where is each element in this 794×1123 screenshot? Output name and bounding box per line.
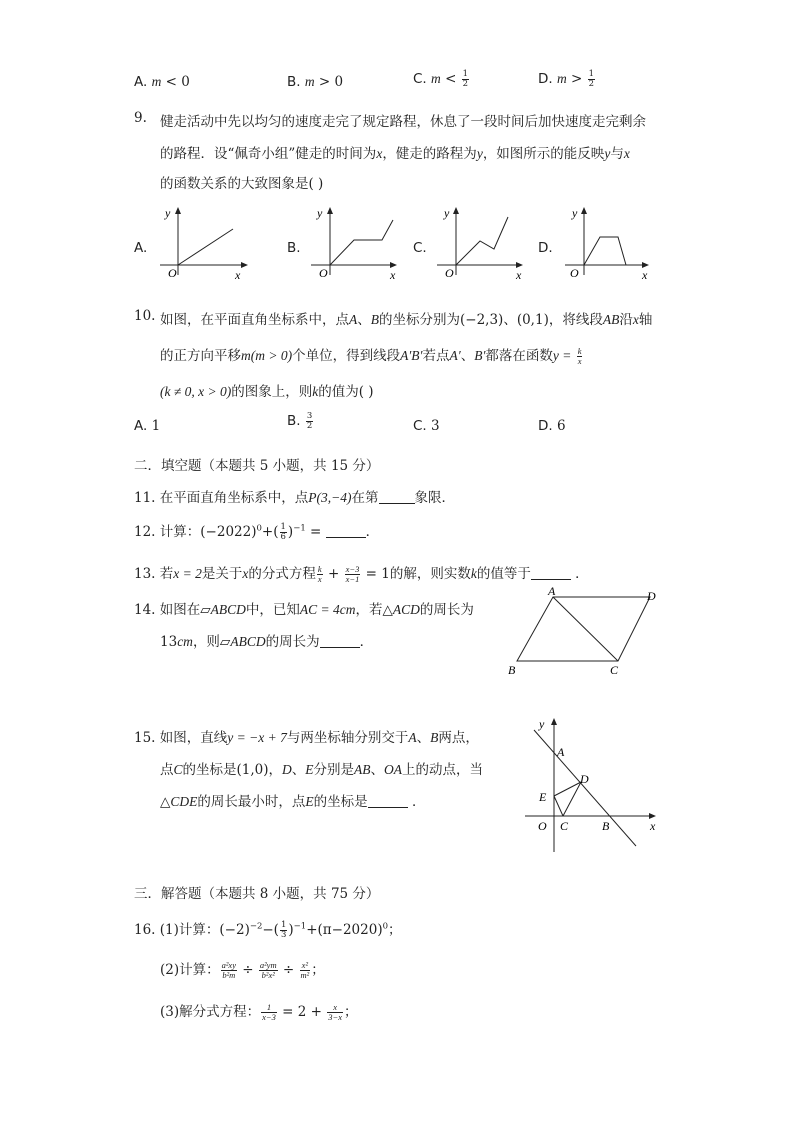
segment-ab: AB [354,762,371,777]
q14-number: 14. [134,602,156,618]
q14-line1 [134,598,474,618]
label-b: B [602,819,610,833]
numerator: 1 [280,522,286,532]
y-arrow [581,207,587,214]
point-e: E [305,794,314,809]
value: 0 [334,74,344,90]
fraction [306,412,313,431]
label-d: D [580,772,589,786]
graph-line [178,229,233,265]
q16-part2 [160,958,325,980]
label-b: B [508,663,516,677]
q15-number: 15. [134,730,156,746]
numerator: 1 [588,69,595,79]
q16-number: 16. [134,922,156,938]
origin-label: O [445,266,454,280]
exponent: 0 [256,523,262,534]
point-e: E [305,762,314,777]
text: 、 [416,730,431,746]
text: 如图，直线 [159,730,228,746]
text: 的值为( ) [318,384,374,400]
q9-graph-a [155,203,250,283]
q13 [134,562,589,584]
label-y: y [539,717,545,731]
label-a: A [548,585,556,598]
unit: cm [177,634,193,649]
var-x: x [632,312,639,327]
text: ÷ [237,962,258,978]
condition: (k ≠ 0, x > 0) [160,384,232,399]
text: 计算： [159,524,201,540]
q8-option-b [287,74,343,90]
line-ab [534,730,636,846]
point-b: B [430,730,439,745]
q9-line2 [160,142,630,162]
q11-number: 11. [134,490,156,506]
fraction [259,961,278,980]
text: 、 [357,312,371,328]
text: 、 [503,312,517,328]
numerator: 3 [306,411,313,421]
text: 如图，在平面直角坐标系中，点 [160,312,349,328]
var-m: m [151,74,162,89]
text: = 1 [361,566,390,582]
q10-number: 10. [134,308,156,324]
origin-label: O [168,266,177,280]
q13-number: 13. [134,566,156,582]
q8-option-c [413,70,470,89]
fraction [345,565,361,584]
q9-line1: 健走活动中先以均匀的速度走完了规定路程，休息了一段时间后加快速度走完剩余 [160,114,646,130]
text: 的正方向平移 [160,348,241,364]
text: 两点， [438,730,479,746]
part-label: (2)计算： [160,962,220,978]
relation: > [571,71,583,87]
y-label: y [317,206,323,220]
diagonal-ac [553,597,618,661]
y-arrow [453,207,459,214]
numerator: 1 [280,920,287,930]
text: −( [262,922,279,938]
denominator: 2 [588,79,595,89]
denominator: 6 [280,532,286,542]
text: 的周长最小时，点 [197,794,306,810]
option-label: D. [538,418,553,434]
label-e: E [539,790,547,804]
var-m: m [556,71,567,86]
text: 与两坐标轴分别交于 [286,730,409,746]
segment-ab: AB [602,312,620,327]
text: ，若△ [355,602,393,618]
part-label: (1)计算： [159,922,220,938]
text: ，如图所示的能反映 [482,146,605,162]
denominator: 2 [462,79,469,89]
q15-line1 [134,726,479,746]
text: 如图在▱ [159,602,211,618]
denominator: 3−x [328,1012,343,1022]
q10-line1 [160,308,652,328]
denominator: 2 [306,421,313,431]
q9-option-d-label: D. [538,240,553,256]
denominator: x [317,574,322,584]
text: +( [261,524,279,540]
var-k: k [470,566,477,581]
var-m: m [431,71,441,86]
origin-label: O [319,266,328,280]
y-label: y [444,206,450,220]
expr: (−2022) [200,524,257,540]
text: 轴 [638,312,653,328]
answer-blank[interactable] [320,634,360,648]
numerator: x [327,1003,343,1013]
answer-blank[interactable] [368,794,408,808]
numerator: k [317,564,322,574]
y-arrow [175,207,181,214]
q9-graph-c [434,203,529,283]
text: ； [311,962,325,978]
numerator: x² [300,961,311,971]
value: 13 [160,634,178,650]
point-b: B [370,312,379,327]
denominator: x−3 [262,1012,276,1022]
label-x: x [650,819,656,833]
parallelogram: ABCD [230,634,266,649]
text: 、 [460,348,475,364]
q15-line3 [160,790,425,810]
fraction [280,921,287,940]
point-a: A [349,312,358,327]
text: ，则▱ [192,634,231,650]
text: 的周长为 [265,634,320,650]
text: ； [344,1004,358,1020]
segment-apbp: A′B′ [400,348,423,363]
label-d: D [647,589,656,603]
relation: < [165,74,177,90]
y-arrow [551,718,557,725]
parallelogram-abcd [517,597,650,661]
y-arrow [327,207,333,214]
var-x: x [242,566,249,581]
fraction [317,565,323,584]
q15-line2 [160,758,483,778]
text: 点 [160,762,174,778]
text: ÷ [278,962,299,978]
expr: +(π−2020) [306,922,383,938]
denominator: b²m [222,970,236,980]
text: 中，已知 [245,602,300,618]
label-c: C [610,663,619,677]
exponent: −1 [293,921,307,932]
text: 上的动点，当 [402,762,484,778]
value: 1 [151,418,161,434]
x-label: x [235,268,241,282]
value: 6 [556,418,566,434]
q15-figure [520,712,670,857]
numerator: k [577,346,582,356]
text: 的坐标是 [313,794,368,810]
text: 、 [370,762,385,778]
text: + [323,566,344,582]
section-2-heading: 二．填空题（本题共 5 小题，共 15 分） [134,458,380,474]
relation: < [445,71,457,87]
q16-part1: 16. (1)计算：$(-2)^{-2}-$( $\frac{1}{3}$ )$^{-1}+(\pi-2020)^0$； [134,920,402,940]
y-label: y [572,206,578,220]
option-label: C. [413,418,427,434]
text: ． [359,634,374,650]
option-label: B. [287,413,301,429]
point-d: D [282,762,292,777]
q16-part3 [160,1000,358,1022]
origin-label: O [570,266,579,280]
expr: (−2) [219,922,250,938]
x-arrow [241,262,248,268]
option-label: C. [413,71,427,87]
text: = [305,524,326,540]
q9-graph-b [306,203,401,283]
parallelogram: ABCD [210,602,246,617]
q11 [134,486,455,506]
fraction [221,961,237,980]
q10-option-b [287,412,314,431]
line-eq: y = −x + 7 [227,730,287,745]
graph-line [584,237,626,265]
fraction-k-x [577,347,583,366]
numerator: a²xy [221,960,236,970]
numerator: 1 [261,1003,277,1013]
q9-line3: 的函数关系的大致图象是( ) [160,176,324,192]
label-o: O [538,819,547,833]
fraction [261,1003,277,1022]
q10-option-a [134,418,160,434]
x-eq: x = 2 [173,566,202,581]
coord-c: (1,0) [236,762,269,778]
text: ． [411,794,426,810]
value: 3 [431,418,440,434]
denominator: b²x² [261,970,275,980]
q8-option-d [538,70,596,89]
answer-blank[interactable] [326,524,366,538]
q9-number: 9. [134,110,147,126]
x-label: x [516,268,522,282]
answer-blank[interactable] [531,566,571,580]
text: ， [268,762,283,778]
text: 沿 [619,312,633,328]
text: 在第 [351,490,379,506]
denominator: 3 [280,930,287,940]
q9-option-c-label: C. [413,240,427,256]
option-label: D. [538,71,553,87]
text: ，健走的路程为 [382,146,477,162]
text: 的解，则实数 [389,566,471,582]
text: 的图象上，则 [231,384,313,400]
triangle: ACD [392,602,420,617]
x-label: x [390,268,396,282]
text: 的值等于 [476,566,531,582]
option-label: A. [134,74,148,90]
section-3-heading: 三．解答题（本题共 8 小题，共 75 分） [134,886,380,902]
numerator: 1 [462,69,469,79]
var-x: x [623,146,630,161]
var-y: y [604,146,611,161]
text: 在平面直角坐标系中，点 [159,490,309,506]
y-label: y [165,206,171,220]
y-eq: y = [552,348,572,363]
text: 分别是 [313,762,355,778]
graph-line [456,217,508,265]
text: ，将线段 [548,312,603,328]
var-m: m [304,74,315,89]
text: 都落在函数 [485,348,553,364]
fraction [280,523,287,542]
point-bp: B′ [474,348,486,363]
denominator: x−1 [345,574,360,584]
fraction [300,961,311,980]
var-k: k [312,384,319,399]
q10-option-c [413,418,440,434]
text: 的分式方程 [248,566,316,582]
text: 若 [159,566,174,582]
point-c: C [173,762,183,777]
numerator: a²ym [259,960,277,970]
q12-number: 12. [134,524,156,540]
text: 若点 [422,348,450,364]
exponent: 0 [382,921,389,932]
point-p: P(3,−4) [308,490,352,505]
q10-line3 [160,380,374,400]
option-label: B. [287,74,301,90]
fraction [588,70,595,89]
label-c: C [560,819,569,833]
text: ． [575,566,589,582]
q10-line2 [160,344,583,366]
text: 与 [610,146,624,162]
exponent: −1 [293,523,306,534]
length-ac: AC = 4cm [299,602,356,617]
segment-oa: OA [384,762,403,777]
part-label: (3)解分式方程： [160,1004,261,1020]
value: 0 [181,74,190,90]
coord-a: (−2,3) [460,312,504,328]
text: 的坐标是 [182,762,237,778]
q14-figure [500,585,670,680]
answer-blank[interactable] [379,490,415,504]
fraction [327,1003,343,1022]
text: ； [388,922,402,938]
segment-ce [554,796,563,816]
option-label: A. [134,418,148,434]
text: 个单位，得到线段 [292,348,401,364]
q10-option-d [538,418,566,434]
text: = 2 + [277,1004,327,1020]
numerator: x−3 [345,564,360,574]
point-a: A [408,730,417,745]
text: 的路程．设“佩奇小组”健走的时间为 [160,146,377,162]
m-expr: m(m > 0) [241,348,293,363]
x-label: x [642,268,648,282]
q9-option-a-label: A. [134,240,148,256]
relation: > [318,74,331,90]
text: 是关于 [201,566,243,582]
point-ap: A′ [449,348,461,363]
triangle: CDE [170,794,198,809]
q12: 12. 计算：$(-2022)^0+$( $\frac{1}{6}$ )$^{-1}$ = ． [134,522,380,542]
text: 的坐标分别为 [379,312,460,328]
text: ． [365,524,380,540]
graph-line [330,220,393,265]
text: 象限． [414,490,456,506]
q9-graph-d [562,203,657,283]
label-a: A [557,745,565,759]
q9-option-b-label: B. [287,240,301,256]
denominator: m² [300,970,310,980]
coord-b: (0,1) [516,312,549,328]
text: 的周长为 [419,602,474,618]
q14-line2 [160,630,373,650]
text: 、 [291,762,306,778]
exponent: −2 [249,921,263,932]
fraction [462,70,469,89]
denominator: x [577,356,582,366]
q8-option-a [134,74,190,90]
var-y: y [476,146,483,161]
var-x: x [376,146,383,161]
text: △ [160,794,171,810]
